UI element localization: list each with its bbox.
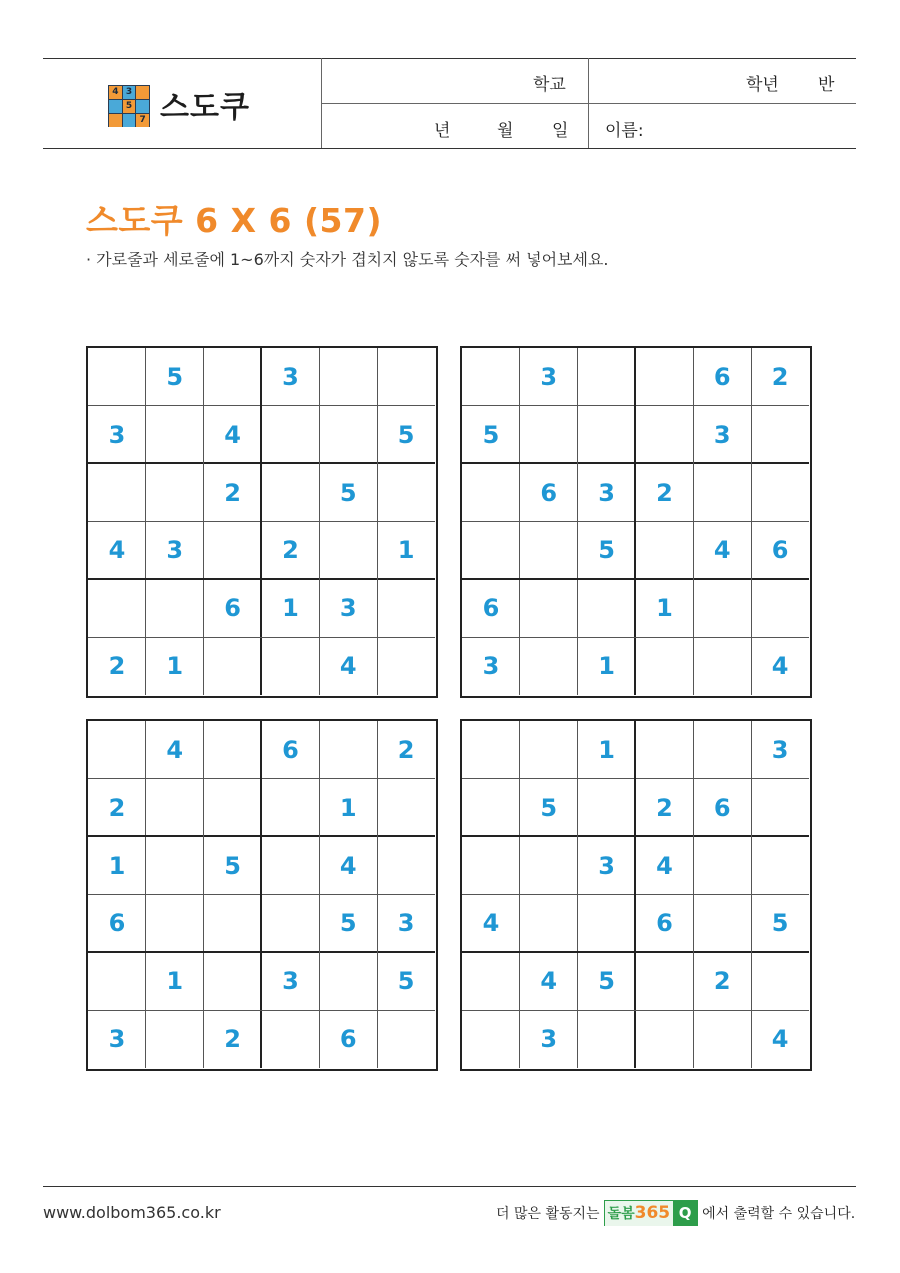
grade-label: 학년 xyxy=(746,75,779,95)
sudoku-cell[interactable] xyxy=(520,895,578,953)
sudoku-cell[interactable]: 6 xyxy=(771,536,789,565)
search-icon: Q xyxy=(673,1201,697,1225)
sudoku-cell[interactable] xyxy=(462,779,520,837)
sudoku-cell[interactable]: 3 xyxy=(108,1025,126,1054)
sudoku-cell[interactable] xyxy=(204,952,262,1010)
sudoku-cell[interactable]: 5 xyxy=(339,478,357,507)
logo-cell: 5 xyxy=(123,100,136,113)
brand-number: 365 xyxy=(634,1202,671,1223)
sudoku-cell[interactable]: 1 xyxy=(598,735,615,764)
sudoku-cell[interactable] xyxy=(578,579,636,637)
sudoku-cell[interactable] xyxy=(377,637,435,695)
sudoku-cell[interactable] xyxy=(377,348,435,406)
sudoku-cell[interactable] xyxy=(636,952,694,1010)
sudoku-cell[interactable] xyxy=(88,952,146,1010)
sudoku-cell[interactable]: 3 xyxy=(339,594,357,623)
instruction-text: · 가로줄과 세로줄에 1~6까지 숫자가 겹치지 않도록 숫자를 써 넣어보세요. xyxy=(86,250,609,269)
sudoku-cell[interactable]: 3 xyxy=(771,735,789,764)
sudoku-cell[interactable]: 4 xyxy=(540,967,558,996)
sudoku-cell[interactable] xyxy=(636,637,694,695)
sudoku-cell[interactable] xyxy=(204,637,262,695)
sudoku-cell[interactable]: 5 xyxy=(397,967,415,996)
footer-rule xyxy=(43,1186,856,1187)
sudoku-cell[interactable]: 5 xyxy=(598,967,615,996)
sudoku-cell[interactable] xyxy=(578,348,636,406)
sudoku-cell[interactable]: 3 xyxy=(482,652,500,681)
sudoku-cell[interactable]: 5 xyxy=(598,536,615,565)
sudoku-cell[interactable] xyxy=(751,837,809,895)
site-url: www.dolbom365.co.kr xyxy=(43,1203,221,1222)
sudoku-cell[interactable] xyxy=(204,779,262,837)
sudoku-cell[interactable] xyxy=(751,579,809,637)
sudoku-cell[interactable] xyxy=(319,952,377,1010)
sudoku-cell[interactable] xyxy=(319,348,377,406)
sudoku-cell[interactable] xyxy=(462,837,520,895)
sudoku-cell[interactable] xyxy=(146,837,204,895)
school-label: 학교 xyxy=(533,75,566,95)
logo-cell: 4 xyxy=(109,86,122,99)
sudoku-cell[interactable] xyxy=(693,579,751,637)
sudoku-cell[interactable] xyxy=(578,1010,636,1068)
sudoku-cell[interactable] xyxy=(204,522,262,580)
logo-cell xyxy=(136,86,149,99)
sudoku-cell[interactable]: 1 xyxy=(598,652,615,681)
sudoku-cell[interactable] xyxy=(204,348,262,406)
sudoku-cell[interactable]: 6 xyxy=(224,594,241,623)
sudoku-cell[interactable] xyxy=(462,464,520,522)
sudoku-cell[interactable]: 4 xyxy=(656,851,673,880)
sudoku-cell[interactable] xyxy=(319,522,377,580)
sudoku-cell[interactable]: 2 xyxy=(713,967,731,996)
sudoku-cell[interactable]: 5 xyxy=(540,793,558,822)
sudoku-grid xyxy=(460,719,812,1071)
sudoku-grid xyxy=(86,346,438,698)
sudoku-cell[interactable] xyxy=(146,579,204,637)
sudoku-cell[interactable] xyxy=(377,779,435,837)
sudoku-cell[interactable] xyxy=(751,952,809,1010)
sudoku-cell[interactable]: 6 xyxy=(540,478,558,507)
sudoku-cell[interactable] xyxy=(462,952,520,1010)
sudoku-cell[interactable] xyxy=(751,406,809,464)
sudoku-cell[interactable]: 3 xyxy=(397,909,415,938)
logo-cell xyxy=(109,100,122,113)
sudoku-grid xyxy=(86,719,438,1071)
sudoku-cell[interactable] xyxy=(146,1010,204,1068)
logo-cell xyxy=(136,100,149,113)
logo-cell: 7 xyxy=(136,114,149,127)
sudoku-cell[interactable]: 4 xyxy=(713,536,731,565)
logo-cell xyxy=(109,114,122,127)
sudoku-cell[interactable] xyxy=(462,522,520,580)
sudoku-cell[interactable]: 6 xyxy=(339,1025,357,1054)
header-divider-left xyxy=(321,58,322,148)
sudoku-cell[interactable]: 3 xyxy=(598,478,615,507)
sudoku-cell[interactable]: 2 xyxy=(224,478,241,507)
sudoku-cell[interactable]: 4 xyxy=(224,420,241,449)
sudoku-cell[interactable]: 3 xyxy=(166,536,184,565)
sudoku-cell[interactable]: 4 xyxy=(166,735,184,764)
sudoku-cell[interactable]: 4 xyxy=(771,1025,789,1054)
sudoku-cell[interactable]: 5 xyxy=(482,420,500,449)
sudoku-cell[interactable] xyxy=(146,779,204,837)
sudoku-cell[interactable] xyxy=(693,721,751,779)
sudoku-cell[interactable] xyxy=(693,837,751,895)
sudoku-cell[interactable] xyxy=(520,406,578,464)
name-label: 이름: xyxy=(605,121,644,141)
sudoku-cell[interactable] xyxy=(262,406,320,464)
sudoku-cell[interactable] xyxy=(751,779,809,837)
sudoku-cell[interactable] xyxy=(88,348,146,406)
sudoku-cell[interactable] xyxy=(146,406,204,464)
sudoku-cell[interactable]: 3 xyxy=(713,420,731,449)
sudoku-cell[interactable] xyxy=(520,579,578,637)
sudoku-cell[interactable]: 1 xyxy=(166,967,184,996)
sudoku-cell[interactable]: 5 xyxy=(224,851,241,880)
sudoku-cell[interactable] xyxy=(636,522,694,580)
sudoku-cell[interactable] xyxy=(520,721,578,779)
sudoku-cell[interactable] xyxy=(262,1010,320,1068)
sudoku-cell[interactable]: 2 xyxy=(656,478,673,507)
sudoku-cell[interactable] xyxy=(262,779,320,837)
sudoku-cell[interactable] xyxy=(520,637,578,695)
sudoku-cell[interactable]: 1 xyxy=(282,594,299,623)
sudoku-cell[interactable] xyxy=(262,637,320,695)
page-title: 스도쿠 6 X 6 (57) xyxy=(86,201,383,240)
sudoku-cell[interactable]: 6 xyxy=(282,735,299,764)
sudoku-cell[interactable]: 6 xyxy=(713,793,731,822)
sudoku-cell[interactable] xyxy=(693,464,751,522)
sudoku-cell[interactable]: 6 xyxy=(656,909,673,938)
logo-cell xyxy=(123,114,136,127)
brand-name-wrap xyxy=(605,1201,674,1226)
sudoku-logo-icon xyxy=(108,85,150,127)
sudoku-cell[interactable] xyxy=(377,837,435,895)
sudoku-grid xyxy=(460,346,812,698)
sudoku-cell[interactable]: 4 xyxy=(339,851,357,880)
sudoku-cell[interactable]: 5 xyxy=(166,362,184,391)
sudoku-cell[interactable]: 6 xyxy=(108,909,126,938)
sudoku-cell[interactable]: 5 xyxy=(397,420,415,449)
sudoku-cell[interactable] xyxy=(578,406,636,464)
sudoku-cell[interactable] xyxy=(636,1010,694,1068)
sudoku-cell[interactable]: 2 xyxy=(656,793,673,822)
sudoku-cell[interactable]: 1 xyxy=(339,793,357,822)
sudoku-cell[interactable] xyxy=(377,579,435,637)
sudoku-cell[interactable]: 2 xyxy=(282,536,299,565)
sudoku-cell[interactable]: 2 xyxy=(224,1025,241,1054)
sudoku-cell[interactable] xyxy=(88,464,146,522)
sudoku-cell[interactable] xyxy=(319,406,377,464)
sudoku-cell[interactable] xyxy=(262,837,320,895)
sudoku-cell[interactable]: 5 xyxy=(771,909,789,938)
sudoku-cell[interactable] xyxy=(462,721,520,779)
sudoku-cell[interactable]: 2 xyxy=(397,735,415,764)
sudoku-cell[interactable] xyxy=(88,721,146,779)
footer-text-before: 더 많은 활동지는 xyxy=(496,1206,600,1222)
sudoku-cell[interactable]: 3 xyxy=(108,420,126,449)
sudoku-cell[interactable] xyxy=(578,895,636,953)
sudoku-cell[interactable]: 6 xyxy=(713,362,731,391)
sudoku-cell[interactable]: 3 xyxy=(540,1025,558,1054)
sudoku-cell[interactable] xyxy=(636,348,694,406)
sudoku-cell[interactable] xyxy=(520,522,578,580)
footer-promo xyxy=(496,1200,855,1226)
sudoku-cell[interactable]: 2 xyxy=(108,652,126,681)
month-label: 월 xyxy=(497,121,514,141)
sudoku-cell[interactable]: 5 xyxy=(339,909,357,938)
sudoku-cell[interactable]: 3 xyxy=(540,362,558,391)
sudoku-cell[interactable]: 4 xyxy=(482,909,500,938)
logo-text: 스도쿠 xyxy=(160,90,250,125)
sudoku-cell[interactable] xyxy=(88,579,146,637)
sudoku-cell[interactable] xyxy=(146,464,204,522)
sudoku-cell[interactable] xyxy=(578,779,636,837)
header-bottom-rule xyxy=(43,148,856,149)
sudoku-cell[interactable] xyxy=(262,895,320,953)
sudoku-cell[interactable] xyxy=(262,464,320,522)
sudoku-cell[interactable] xyxy=(693,637,751,695)
sudoku-cell[interactable] xyxy=(462,348,520,406)
day-label: 일 xyxy=(552,121,569,141)
sudoku-cell[interactable]: 1 xyxy=(397,536,415,565)
year-label: 년 xyxy=(434,121,451,141)
sudoku-cell[interactable]: 4 xyxy=(108,536,126,565)
sudoku-cell[interactable]: 4 xyxy=(339,652,357,681)
sudoku-cell[interactable]: 1 xyxy=(166,652,184,681)
sudoku-cell[interactable] xyxy=(636,406,694,464)
sudoku-cell[interactable] xyxy=(204,895,262,953)
logo-cell: 3 xyxy=(123,86,136,99)
sudoku-cell[interactable] xyxy=(693,895,751,953)
sudoku-cell[interactable]: 1 xyxy=(656,594,673,623)
sudoku-cell[interactable]: 3 xyxy=(282,967,299,996)
sudoku-cell[interactable] xyxy=(377,464,435,522)
sudoku-cell[interactable] xyxy=(693,1010,751,1068)
sudoku-cell[interactable] xyxy=(377,1010,435,1068)
sudoku-cell[interactable] xyxy=(520,837,578,895)
sudoku-cell[interactable]: 3 xyxy=(598,851,615,880)
sudoku-cell[interactable] xyxy=(204,721,262,779)
brand-badge xyxy=(604,1200,699,1226)
sudoku-cell[interactable] xyxy=(636,721,694,779)
sudoku-cell[interactable]: 1 xyxy=(108,851,126,880)
sudoku-cell[interactable]: 2 xyxy=(108,793,126,822)
header-top-rule xyxy=(43,58,856,59)
class-label: 반 xyxy=(818,75,835,95)
sudoku-cell[interactable]: 2 xyxy=(771,362,789,391)
sudoku-cell[interactable] xyxy=(146,895,204,953)
footer-text-after: 에서 출력할 수 있습니다. xyxy=(702,1206,856,1222)
sudoku-cell[interactable]: 6 xyxy=(482,594,500,623)
sudoku-cell[interactable] xyxy=(462,1010,520,1068)
brand-name: 돌봄 xyxy=(607,1205,635,1222)
sudoku-cell[interactable]: 4 xyxy=(771,652,789,681)
header-divider-right xyxy=(588,58,589,148)
sudoku-cell[interactable]: 3 xyxy=(282,362,299,391)
sudoku-cell[interactable] xyxy=(751,464,809,522)
sudoku-cell[interactable] xyxy=(319,721,377,779)
